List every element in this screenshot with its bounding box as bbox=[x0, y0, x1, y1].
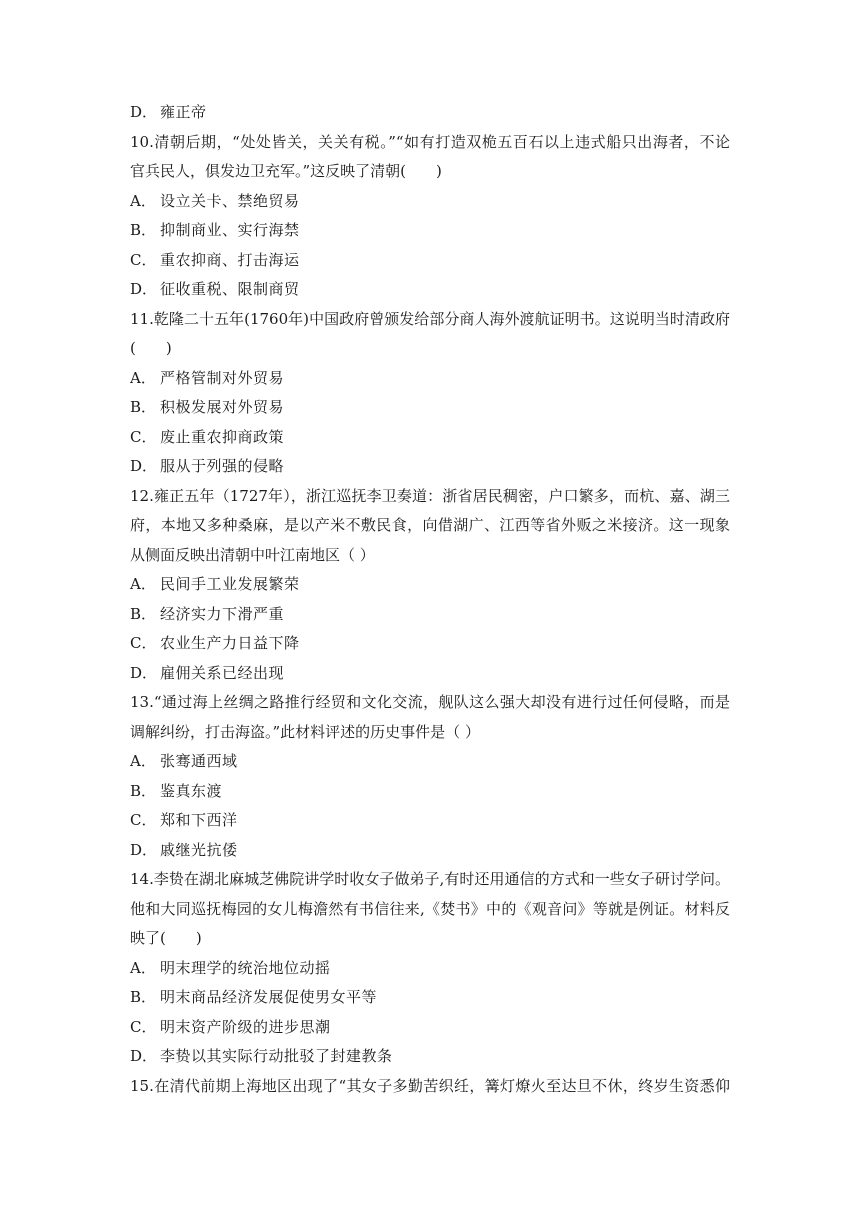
answer-option bbox=[130, 747, 730, 777]
question-text-line: ( ) bbox=[130, 339, 172, 357]
option-text: 雇佣关系已经出现 bbox=[160, 663, 285, 682]
option-text: 抑制商业、实行海禁 bbox=[160, 221, 300, 239]
question-text-line: 从侧面反映出清朝中叶江南地区（ ） bbox=[130, 545, 375, 564]
option-text: 李贽以其实际行动批驳了封建教条 bbox=[160, 1047, 393, 1065]
option-text: 积极发展对外贸易 bbox=[160, 398, 285, 416]
option-text: 设立关卡、禁绝贸易 bbox=[160, 191, 300, 210]
answer-option bbox=[130, 600, 730, 630]
option-letter: A． bbox=[130, 752, 156, 770]
option-text: 鉴真东渡 bbox=[160, 781, 223, 800]
option-letter: D． bbox=[130, 103, 158, 121]
option-letter: A． bbox=[130, 575, 156, 593]
question-text-line: 13.“通过海上丝绸之路推行经贸和文化交流，舰队这么强大却没有进行过任何侵略，而是 bbox=[130, 693, 730, 711]
option-text: 雍正帝 bbox=[160, 103, 207, 121]
question-text-line: 府，本地又多种桑麻，是以产米不敷民食，向借湖广、江西等省外贩之米接济。这一现象 bbox=[130, 516, 730, 534]
option-letter: D． bbox=[130, 663, 158, 682]
question-text-line: 映了( ) bbox=[130, 929, 202, 947]
question-text-line: 14.李贽在湖北麻城芝佛院讲学时收女子做弟子,有时还用通信的方式和一些女子研讨学问。 bbox=[130, 870, 730, 888]
option-text: 经济实力下滑严重 bbox=[160, 604, 285, 623]
option-letter: C． bbox=[130, 1017, 157, 1036]
option-letter: D． bbox=[130, 457, 158, 475]
option-text: 征收重税、限制商贸 bbox=[160, 280, 300, 298]
answer-option bbox=[130, 216, 730, 246]
option-letter: A． bbox=[130, 191, 156, 210]
option-letter: C． bbox=[130, 634, 157, 652]
option-letter: B． bbox=[130, 221, 157, 239]
answer-option bbox=[130, 1042, 730, 1072]
question-text-line: 他和大同巡抚梅园的女儿梅澹然有书信往来,《焚书》中的《观音问》等就是例证。材料反 bbox=[130, 899, 730, 918]
question-text-line: 调解纠纷，打击海盗。”此材料评述的历史事件是（ ） bbox=[130, 722, 480, 741]
question-text-line: 15.在清代前期上海地区出现了“其女子多勤苦织纴，篝灯燎火至达旦不休，终岁生资悉仰 bbox=[130, 1076, 730, 1095]
answer-option bbox=[130, 659, 730, 689]
option-text: 明末商品经济发展促使男女平等 bbox=[160, 988, 378, 1006]
option-text: 张骞通西域 bbox=[160, 752, 238, 770]
option-letter: D． bbox=[130, 840, 158, 859]
option-text: 重农抑商、打击海运 bbox=[160, 250, 300, 269]
answer-option bbox=[130, 1013, 730, 1043]
option-letter: D． bbox=[130, 1047, 158, 1065]
answer-option bbox=[130, 423, 730, 453]
answer-option bbox=[130, 629, 730, 659]
option-letter: C． bbox=[130, 427, 157, 446]
question-text-line: 12.雍正五年（1727年），浙江巡抚李卫奏道：浙省居民稠密，户口繁多，而杭、嘉、湖三 bbox=[130, 486, 730, 505]
answer-option bbox=[130, 246, 730, 276]
option-text: 明末资产阶级的进步思潮 bbox=[160, 1017, 331, 1036]
answer-option bbox=[130, 187, 730, 217]
option-letter: C． bbox=[130, 811, 157, 829]
answer-option bbox=[130, 954, 730, 984]
option-letter: B． bbox=[130, 988, 157, 1006]
option-letter: A． bbox=[130, 958, 156, 977]
option-text: 严格管制对外贸易 bbox=[160, 368, 285, 387]
option-text: 服从于列强的侵略 bbox=[160, 457, 285, 475]
answer-option bbox=[130, 98, 730, 128]
option-text: 农业生产力日益下降 bbox=[160, 634, 300, 652]
option-letter: A． bbox=[130, 368, 156, 387]
option-text: 废止重农抑商政策 bbox=[160, 427, 285, 446]
question-list bbox=[130, 98, 730, 1101]
answer-option bbox=[130, 452, 730, 482]
question-text-line: 10.清朝后期，“处处皆关，关关有税。”“如有打造双桅五百石以上违式船只出海者，不论 bbox=[130, 132, 730, 151]
option-letter: B． bbox=[130, 604, 157, 623]
option-letter: C． bbox=[130, 250, 157, 269]
option-letter: D． bbox=[130, 280, 158, 298]
answer-option bbox=[130, 393, 730, 423]
answer-option bbox=[130, 364, 730, 394]
question-text-line: 11.乾隆二十五年(1760年)中国政府曾颁发给部分商人海外渡航证明书。这说明当时清政府 bbox=[130, 309, 730, 328]
option-text: 民间手工业发展繁荣 bbox=[160, 575, 300, 593]
answer-option bbox=[130, 836, 730, 866]
answer-option bbox=[130, 570, 730, 600]
answer-option bbox=[130, 777, 730, 807]
option-letter: B． bbox=[130, 398, 157, 416]
answer-option bbox=[130, 983, 730, 1013]
answer-option bbox=[130, 806, 730, 836]
option-text: 郑和下西洋 bbox=[160, 811, 238, 829]
answer-option bbox=[130, 275, 730, 305]
option-text: 明末理学的统治地位动摇 bbox=[160, 958, 331, 977]
option-text: 戚继光抗倭 bbox=[160, 840, 238, 859]
option-letter: B． bbox=[130, 781, 157, 800]
question-text-line: 官兵民人，俱发边卫充军。”这反映了清朝( ) bbox=[130, 162, 442, 180]
